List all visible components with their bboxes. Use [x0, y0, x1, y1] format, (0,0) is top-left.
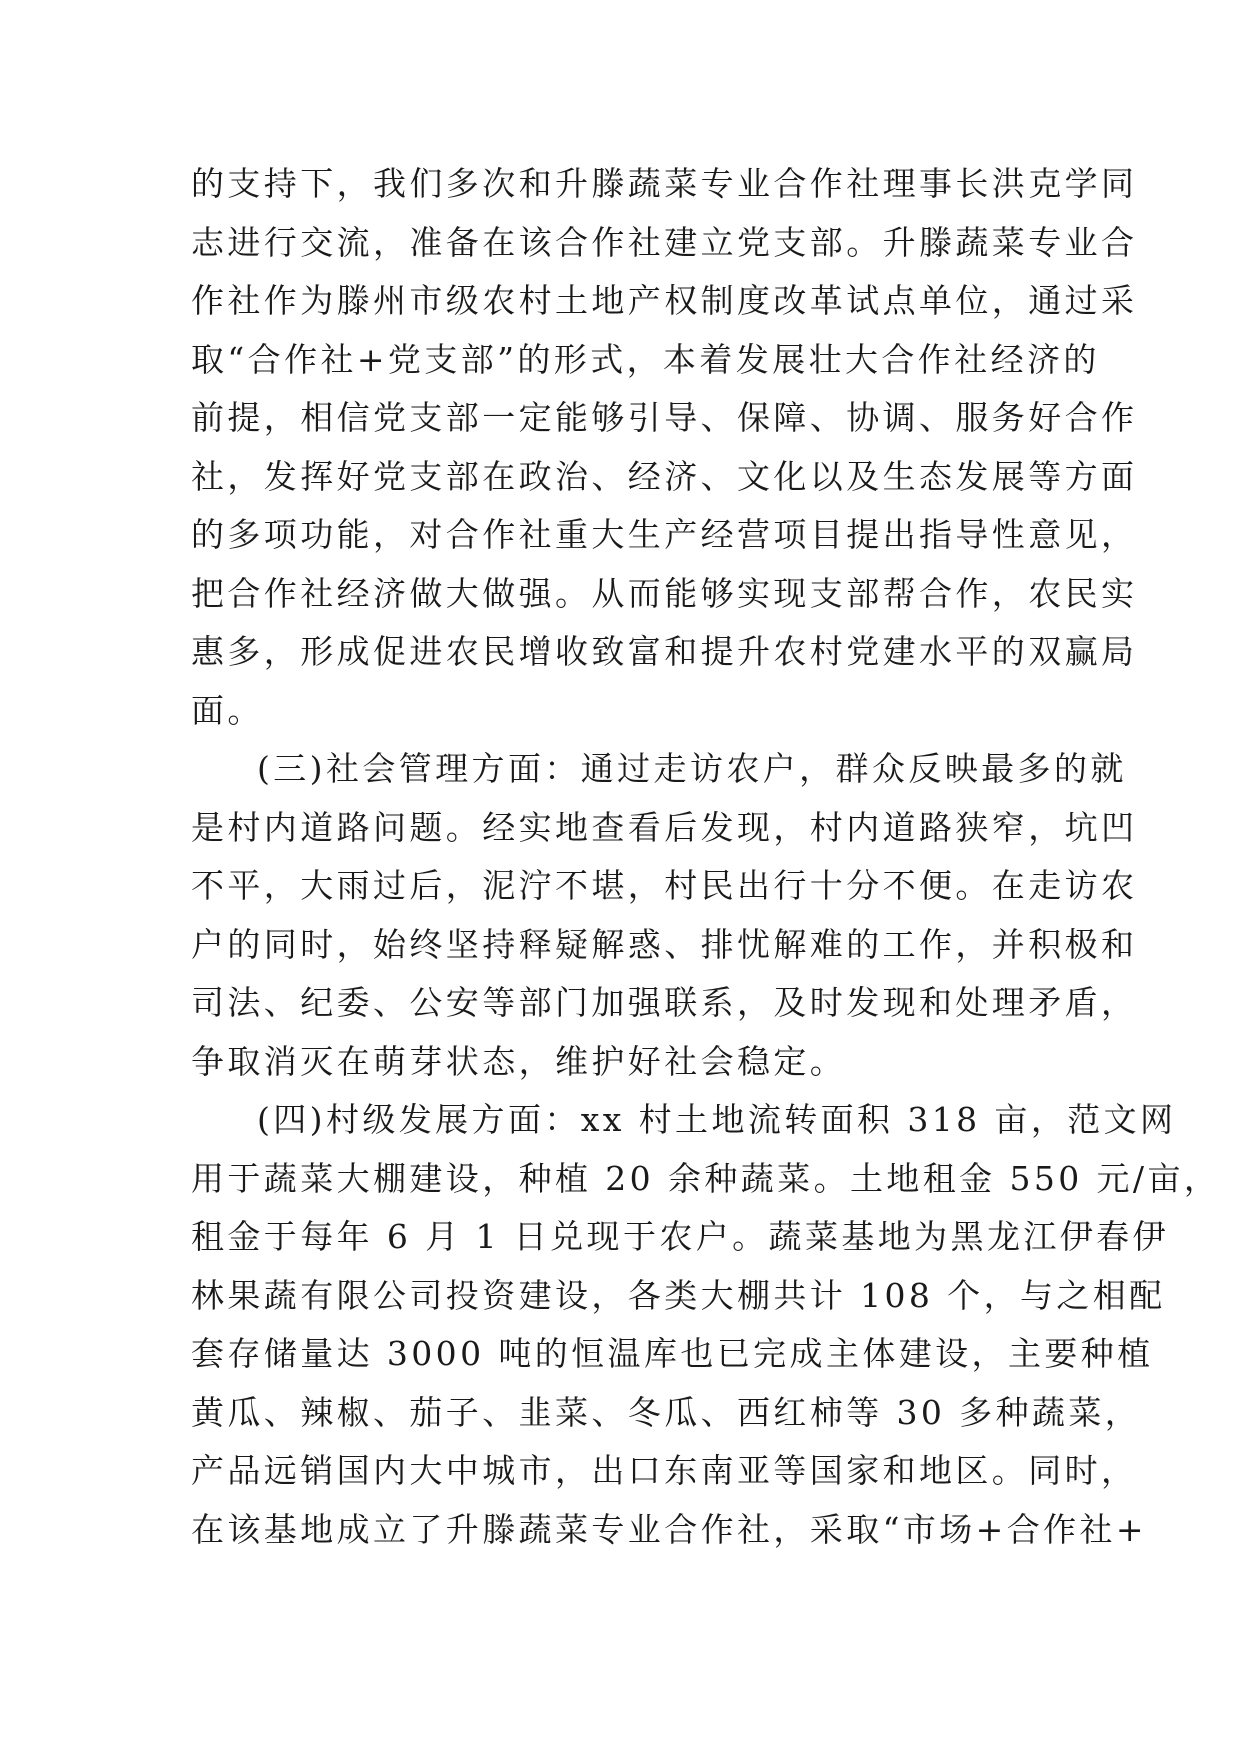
text-line: 作社作为滕州市级农村土地产权制度改革试点单位，通过采 [191, 281, 1138, 320]
text-line: 林果蔬有限公司投资建设，各类大棚共计 108 个，与之相配 [191, 1275, 1166, 1315]
text-line: 的支持下，我们多次和升滕蔬菜专业合作社理事长洪克学同 [191, 164, 1138, 203]
text-line: 套存储量达 3000 吨的恒温库也已完成主体建设，主要种植 [191, 1334, 1154, 1373]
text-line: 司法、纪委、公安等部门加强联系，及时发现和处理矛盾， [191, 983, 1138, 1022]
text-line: 在该基地成立了升滕蔬菜专业合作社，采取“市场+合作社+ [191, 1509, 1147, 1549]
text-line: 是村内道路问题。经实地查看后发现，村内道路狭窄，坑凹 [191, 807, 1138, 847]
section-heading-line: (三)社会管理方面：通过走访农户，群众反映最多的就 [257, 749, 1127, 788]
text-line: 的多项功能，对合作社重大生产经营项目提出指导性意见， [191, 515, 1138, 554]
text-line: 社，发挥好党支部在政治、经济、文化以及生态发展等方面 [191, 456, 1138, 496]
text-line: 惠多，形成促进农民增收致富和提升农村党建水平的双赢局 [191, 632, 1138, 671]
text-line: 产品远销国内大中城市，出口东南亚等国家和地区。同时， [191, 1451, 1138, 1490]
text-line: 把合作社经济做大做强。从而能够实现支部帮合作，农民实 [191, 573, 1138, 613]
text-line: 前提，相信党支部一定能够引导、保障、协调、服务好合作 [191, 398, 1138, 437]
text-line: 争取消灭在萌芽状态，维护好社会稳定。 [191, 1041, 847, 1081]
text-line: 租金于每年 6 月 1 日兑现于农户。蔬菜基地为黑龙江伊春伊 [191, 1217, 1169, 1256]
text-line: 用于蔬菜大棚建设，种植 20 余种蔬菜。土地租金 550 元/亩， [191, 1158, 1221, 1198]
text-line: 黄瓜、辣椒、茄子、韭菜、冬瓜、西红柿等 30 多种蔬菜， [191, 1392, 1142, 1432]
text-line: 不平，大雨过后，泥泞不堪，村民出行十分不便。在走访农 [191, 866, 1138, 905]
text-line: 取“合作社+党支部”的形式，本着发展壮大合作社经济的 [191, 339, 1100, 379]
text-line: 户的同时，始终坚持释疑解惑、排忧解难的工作，并积极和 [191, 924, 1138, 964]
text-line: 面。 [191, 690, 264, 730]
body-text [191, 155, 1221, 1559]
text-line: 志进行交流，准备在该合作社建立党支部。升滕蔬菜专业合 [191, 222, 1138, 262]
section-heading-line: (四)村级发展方面：xx 村土地流转面积 318 亩，范文网 [257, 1100, 1177, 1139]
